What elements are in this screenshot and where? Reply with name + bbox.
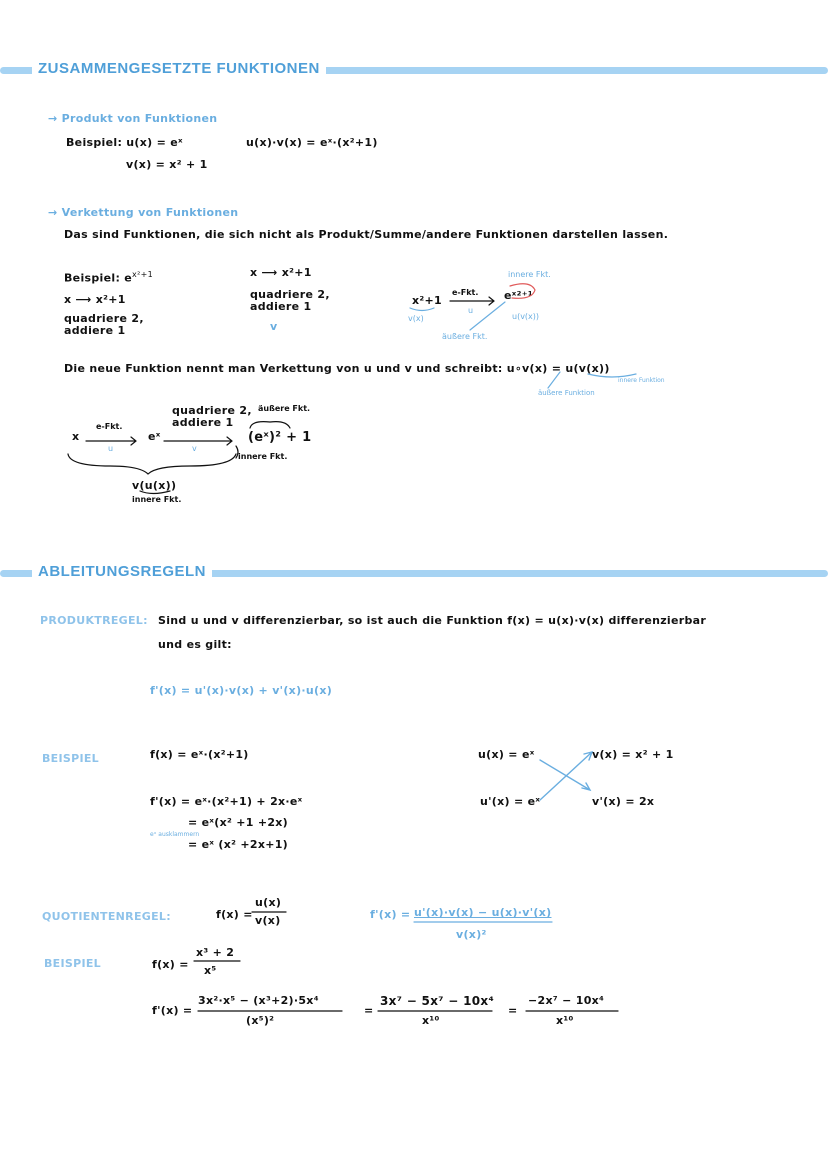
produktregel-text1: Sind u und v differenzierbar, so ist auch die Funktion f(x) = u(x)·v(x) differenzierbar [158,614,707,627]
right-inner-label: innere Fkt. [508,270,551,279]
quot-fp-num: u'(x)·v(x) − u(x)·v'(x) [414,906,552,919]
diag-vux-brace [140,491,170,494]
diag-innere-bottom: innere Fkt. [132,495,182,504]
diag-v: v [192,444,197,453]
quot-f-lhs: f(x) = [216,908,253,921]
produktregel-label: PRODUKTREGEL: [40,614,148,627]
quot-fp-den: v(x)² [456,928,487,941]
verkettung-mid-step2: addiere 1 [250,300,312,313]
verkettung-mid-v: v [270,320,278,333]
quot-eq1: = [364,1004,374,1017]
produktregel-formula: f'(x) = u'(x)·v(x) + v'(x)·u(x) [150,684,333,697]
diag-top-brace [250,422,290,428]
cross-arrow-2 [540,752,592,800]
quot-ex-lhs: f(x) = [152,958,189,971]
produktregel-v: v(x) = x² + 1 [592,748,674,761]
section-title-zusammengesetzt: ZUSAMMENGESETZTE FUNKTIONEN [32,60,326,77]
verkettung-beispiel-exp: x²+1 [132,270,153,279]
right-outer-label: äußere Fkt. [442,332,488,341]
diag-x: x [72,430,80,443]
section-title-ableitungsregeln: ABLEITUNGSREGELN [32,563,212,580]
produktregel-up: u'(x) = eˣ [480,795,541,808]
stmt-pointer [548,372,560,388]
verkettung-left-map: x ⟶ x²+1 [64,293,126,306]
verkettung-mid-step1: quadriere 2, [250,288,330,301]
stmt-underline [588,374,636,377]
diag-bottom-brace [68,454,236,474]
produkt-heading: → Produkt von Funktionen [48,112,218,125]
produktregel-fp3: = eˣ (x² +2x+1) [188,838,289,851]
produktregel-fp-note: eˣ ausklammern [150,831,200,838]
diag-ex: eˣ [148,430,161,443]
produktregel-fp1: f'(x) = eˣ·(x²+1) + 2x·eˣ [150,795,303,808]
verkettung-left-step2: addiere 1 [64,324,126,337]
quot-ex-num: x³ + 2 [196,946,235,959]
stmt-inner-label: innere Funktion [618,377,665,384]
diag-vux: v(u(x)) [132,479,177,492]
produktregel-vp: v'(x) = 2x [592,795,655,808]
right-x: x²+1 [412,294,442,307]
diag-quadriere: quadriere 2, [172,404,252,417]
cross-arrow-1 [540,760,590,790]
quot-d3-num: −2x⁷ − 10x⁴ [528,994,605,1007]
verkettung-description: Das sind Funktionen, die sich nicht als Produkt/Summe/andere Funktionen darstellen lassen. [64,228,669,241]
quot-ex-den: x⁵ [204,964,217,977]
produkt-beispiel-v: v(x) = x² + 1 [126,158,208,171]
diag-right-brace [236,446,238,458]
quot-f-num: u(x) [255,896,282,909]
quot-d1-num: 3x²·x⁵ − (x³+2)·5x⁴ [198,994,319,1007]
stmt-outer-label: äußere Funktion [538,389,595,397]
quot-d2-den: x¹⁰ [422,1014,440,1027]
right-vx: v(x) [408,314,424,323]
diag-arrow-u [86,437,136,445]
right-result-circle [510,284,535,299]
produktregel-u: u(x) = eˣ [478,748,535,761]
diag-innere-right: innere Fkt. [238,452,288,461]
right-u: u [468,306,474,315]
quot-d2-num: 3x⁷ − 5x⁷ − 10x⁴ [380,994,495,1008]
right-outer-pointer [470,302,505,330]
quot-fp-lhs: f'(x) = [370,908,411,921]
quotientenregel-label: QUOTIENTENREGEL: [42,910,171,923]
verkettung-statement: Die neue Funktion nennt man Verkettung von u und v und schreibt: u∘v(x) = u(v(x)) [64,362,610,375]
produktregel-f: f(x) = eˣ·(x²+1) [150,748,249,761]
produktregel-beispiel-label: BEISPIEL [42,752,99,765]
quot-d-lhs: f'(x) = [152,1004,193,1017]
right-efkt-arrow [450,297,494,305]
diag-addiere: addiere 1 [172,416,234,429]
verkettung-beispiel-label: Beispiel: e [64,271,133,285]
produkt-formula: u(x)·v(x) = eˣ·(x²+1) [246,136,378,149]
produktregel-text2: und es gilt: [158,638,232,651]
quot-d1-den: (x⁵)² [246,1014,275,1027]
quotientenregel-beispiel-label: BEISPIEL [44,957,101,970]
verkettung-left-step1: quadriere 2, [64,312,144,325]
produktregel-fp2: = eˣ(x² +1 +2x) [188,816,289,829]
quot-eq2: = [508,1004,518,1017]
right-efkt: e-Fkt. [452,288,479,297]
right-result: eˣ²⁺¹ [504,289,533,302]
quot-d3-den: x¹⁰ [556,1014,574,1027]
verkettung-heading: → Verkettung von Funktionen [48,206,239,219]
right-uvx: u(v(x)) [512,312,540,321]
diag-arrow-v [164,437,232,445]
quot-f-den: v(x) [255,914,281,927]
diag-efkt: e-Fkt. [96,422,123,431]
produkt-beispiel-u: Beispiel: u(x) = eˣ [66,136,183,149]
diag-aeussere: äußere Fkt. [258,404,311,413]
diag-result: (eˣ)² + 1 [248,430,312,445]
right-x-brace [410,308,434,311]
diag-u: u [108,444,114,453]
verkettung-mid-map: x ⟶ x²+1 [250,266,312,279]
